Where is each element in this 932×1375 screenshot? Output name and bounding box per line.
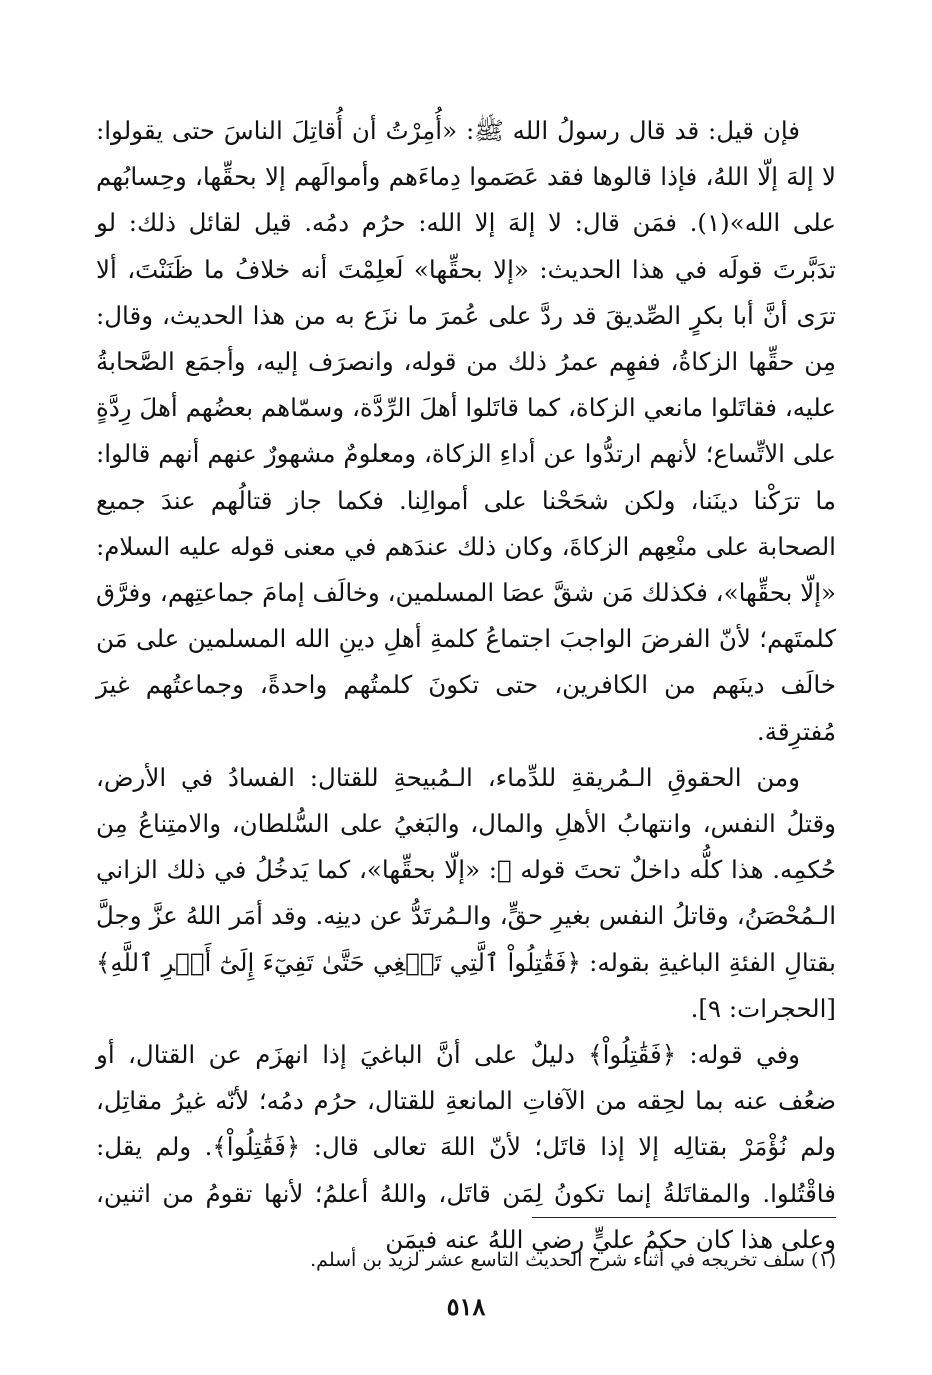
footnote-divider bbox=[532, 1217, 836, 1218]
footnote: (١) سلف تخريجه في أثناء شرح الحديث التاسع عشر لزيد بن أسلم. bbox=[310, 1249, 836, 1271]
main-text bbox=[96, 108, 836, 1263]
page-number: ٥١٨ bbox=[446, 1292, 486, 1321]
paragraph-1: فإن قيل: قد قال رسولُ الله ﷺ: «أُمِرْتُ أن أُقاتِلَ الناسَ حتى يقولوا: لا إلهَ إلّا اللهُ، فإذا قالوها فقد عَصَموا دِماءَهم وأموالَهم إلا بحقِّها، وحِسابُهم على الله»(١). فمَن قال: لا إلهَ إلا الله: حرُم دمُه. قيل لقائل ذلك: لو تدَبَّرتَ قولَه في هذا الحديث: «إلا بحقِّها» لَعلِمْتَ أنه خلافُ ما ظَنَنْتَ، ألا ترَى أنَّ أبا بكرٍ الصِّديقَ قد ردَّ على عُمرَ ما نزَع به من هذا الحديث، وقال: مِن حقِّها الزكاةُ، ففهِم عمرُ ذلك من قوله، وانصرَف إليه، وأجمَع الصَّحابةُ عليه، فقاتَلوا مانعي الزكاة، كما قاتَلوا أهلَ الرِّدَّة، وسمّاهم بعضُهم أهلَ رِدَّةٍ على الاتِّساع؛ لأنهم ارتدُّوا عن أداءِ الزكاة، ومعلومٌ مشهورٌ عنهم أنهم قالوا: ما ترَكْنا دينَنا، ولكن شحَحْنا على أموالِنا. فكما جاز قتالُهم عندَ جميع الصحابة على منْعِهم الزكاةَ، وكان ذلك عندَهم في معنى قوله عليه السلام: «إلّا بحقِّها»، فكذلك مَن شقَّ عصَا المسلمين، وخالَف إمامَ جماعتِهم، وفرَّق كلمتَهم؛ لأنّ الفرضَ الواجبَ اجتماعُ كلمةِ أهلِ دينِ الله المسلمين على مَن خالَف دينَهم من الكافرين، حتى تكونَ كلمتُهم واحدةً، وجماعتُهم غيرَ مُفترِقة. bbox=[96, 116, 836, 746]
paragraph-2: ومن الحقوقِ الـمُريقةِ للدِّماء، الـمُبيحةِ للقتال: الفسادُ في الأرض، وقتلُ النفس، وانتهابُ الأهلِ والمال، والبَغيُ على السُّلطان، والامتِناعُ مِن حُكمِه. هذا كلُّه داخلٌ تحتَ قوله ﷺ: «إلّا بحقِّها»، كما يَدخُلُ في ذلك الزاني الـمُحْصَنُ، وقاتلُ النفس بغيرِ حقٍّ، والـمُرتَدُّ عن دينِه. وقد أمَر اللهُ عزَّ وجلَّ بقتالِ الفئةِ الباغيةِ بقوله: ﴿فَقَٰتِلُواْ ٱلَّتِي تَبۡغِي حَتَّىٰ تَفِيٓءَ إِلَىٰٓ أَمۡرِ ٱللَّهِ﴾ [الحجرات: ٩]. bbox=[96, 762, 836, 1023]
paragraph-3: وفي قوله: ﴿فَقَٰتِلُواْ﴾ دليلٌ على أنَّ الباغيَ إذا انهزَم عن القتال، أو ضعُف عنه بما لحِقه من الآفاتِ المانعةِ للقتال، حرُم دمُه؛ لأنّه غيرُ مقاتِل، ولم نُؤْمَرْ بقتالِه إلا إذا قاتَل؛ لأنّ اللهَ تعالى قال: ﴿فَقَٰتِلُواْ﴾. ولم يقل: فاقْتُلوا. والمقاتَلةُ إنما تكونُ لِمَن قاتَل، واللهُ أعلمُ؛ لأنها تقومُ من اثنين، وعلى هذا كان حكمُ عليٍّ رضي اللهُ عنه فيمَن bbox=[96, 1040, 836, 1254]
